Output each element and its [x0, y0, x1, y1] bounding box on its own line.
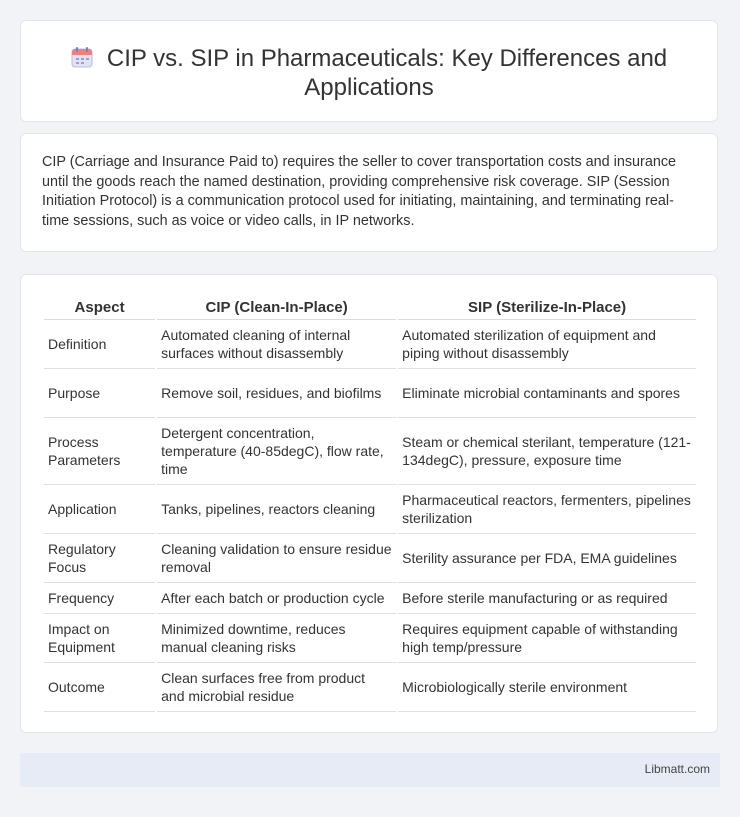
cell-sip: Eliminate microbial contaminants and spores [398, 369, 696, 418]
cell-cip: Cleaning validation to ensure residue removal [157, 534, 396, 583]
header-cip: CIP (Clean-In-Place) [157, 295, 396, 320]
table-row [44, 583, 696, 614]
cell-cip: Minimized downtime, reduces manual cleaning risks [157, 614, 396, 663]
cell-cip: Clean surfaces free from product and microbial residue [157, 663, 396, 712]
cell-sip: Microbiologically sterile environment [398, 663, 696, 712]
cell-aspect: Impact on Equipment [44, 614, 155, 663]
cell-sip: Before sterile manufacturing or as required [398, 583, 696, 614]
table-row [44, 320, 696, 369]
cell-sip: Requires equipment capable of withstanding high temp/pressure [398, 614, 696, 663]
cell-sip: Steam or chemical sterilant, temperature (121-134degC), pressure, exposure time [398, 418, 696, 485]
cell-aspect: Application [44, 485, 155, 534]
intro-card [20, 133, 718, 252]
table-header-row [44, 295, 696, 320]
cell-aspect: Frequency [44, 583, 155, 614]
cell-aspect: Purpose [44, 369, 155, 418]
cell-cip: Tanks, pipelines, reactors cleaning [157, 485, 396, 534]
header-card [20, 20, 718, 122]
intro-paragraph: CIP (Carriage and Insurance Paid to) requires the seller to cover transportation costs and insurance until the goods reach the named destination, providing comprehensive risk coverage. SIP (Session Initiation Protocol) is a communication protocol used for initiating, maintaining, and terminating real-time sessions, such as voice or video calls, in IP networks. [42, 154, 677, 229]
table-row [44, 485, 696, 534]
table-row [44, 663, 696, 712]
table-row [44, 369, 696, 418]
table-row [44, 534, 696, 583]
title-row [61, 44, 677, 102]
cell-sip: Sterility assurance per FDA, EMA guidelines [398, 534, 696, 583]
cell-sip: Pharmaceutical reactors, fermenters, pipelines sterilization [398, 485, 696, 534]
comparison-table [42, 295, 698, 712]
cell-cip: Remove soil, residues, and biofilms [157, 369, 396, 418]
cell-sip: Automated sterilization of equipment and piping without disassembly [398, 320, 696, 369]
cell-aspect: Definition [44, 320, 155, 369]
cell-aspect: Process Parameters [44, 418, 155, 485]
cell-aspect: Regulatory Focus [44, 534, 155, 583]
cell-cip: Detergent concentration, temperature (40-85degC), flow rate, time [157, 418, 396, 485]
cell-cip: Automated cleaning of internal surfaces without disassembly [157, 320, 396, 369]
table-card [20, 274, 718, 733]
calendar-icon [71, 46, 93, 73]
table-row [44, 614, 696, 663]
header-aspect: Aspect [44, 295, 155, 320]
cell-aspect: Outcome [44, 663, 155, 712]
footer [20, 753, 720, 787]
page-title: CIP vs. SIP in Pharmaceuticals: Key Differences and Applications [106, 45, 668, 101]
header-sip: SIP (Sterilize-In-Place) [398, 295, 696, 320]
cell-cip: After each batch or production cycle [157, 583, 396, 614]
table-row [44, 418, 696, 485]
footer-site-link[interactable]: Libmatt.com [644, 762, 710, 776]
